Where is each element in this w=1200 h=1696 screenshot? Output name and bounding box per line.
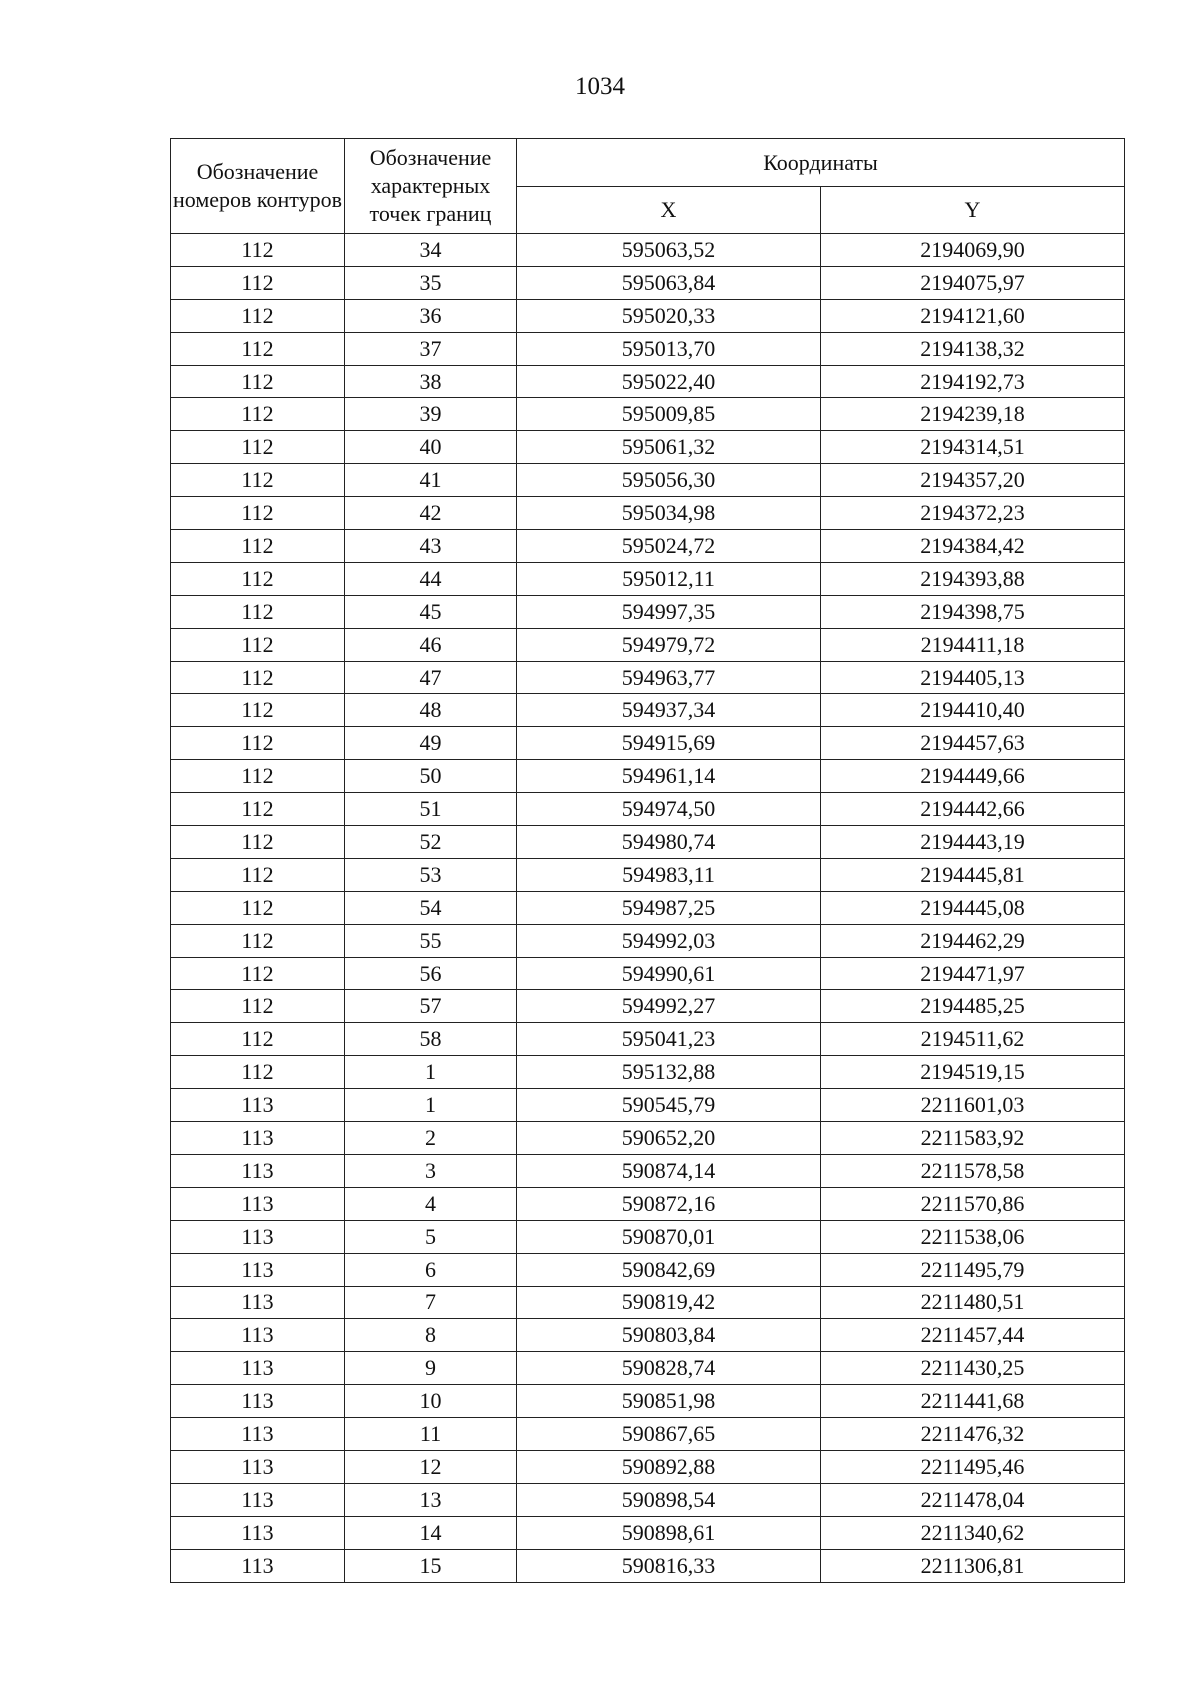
cell-y: 2211601,03 bbox=[821, 1089, 1125, 1122]
table-row bbox=[171, 957, 1125, 990]
table-row bbox=[171, 727, 1125, 760]
cell-x: 594979,72 bbox=[517, 628, 821, 661]
cell-x: 590874,14 bbox=[517, 1154, 821, 1187]
cell-y: 2211570,86 bbox=[821, 1187, 1125, 1220]
cell-x: 595022,40 bbox=[517, 365, 821, 398]
cell-x: 595061,32 bbox=[517, 431, 821, 464]
cell-point: 48 bbox=[345, 694, 517, 727]
table-row bbox=[171, 1418, 1125, 1451]
cell-point: 34 bbox=[345, 234, 517, 267]
cell-contour: 112 bbox=[171, 497, 345, 530]
table-row bbox=[171, 1220, 1125, 1253]
cell-y: 2194443,19 bbox=[821, 826, 1125, 859]
cell-x: 595034,98 bbox=[517, 497, 821, 530]
cell-y: 2211480,51 bbox=[821, 1286, 1125, 1319]
cell-contour: 112 bbox=[171, 826, 345, 859]
cell-x: 590898,54 bbox=[517, 1483, 821, 1516]
table-row bbox=[171, 891, 1125, 924]
table-row bbox=[171, 530, 1125, 563]
cell-contour: 112 bbox=[171, 398, 345, 431]
cell-x: 594937,34 bbox=[517, 694, 821, 727]
cell-contour: 113 bbox=[171, 1418, 345, 1451]
cell-point: 57 bbox=[345, 990, 517, 1023]
cell-y: 2194405,13 bbox=[821, 661, 1125, 694]
table-row bbox=[171, 1385, 1125, 1418]
cell-contour: 112 bbox=[171, 957, 345, 990]
table-body bbox=[171, 234, 1125, 1583]
cell-y: 2194411,18 bbox=[821, 628, 1125, 661]
cell-y: 2194393,88 bbox=[821, 562, 1125, 595]
cell-contour: 113 bbox=[171, 1319, 345, 1352]
cell-x: 595024,72 bbox=[517, 530, 821, 563]
cell-point: 9 bbox=[345, 1352, 517, 1385]
cell-x: 590851,98 bbox=[517, 1385, 821, 1418]
cell-contour: 112 bbox=[171, 858, 345, 891]
cell-y: 2211430,25 bbox=[821, 1352, 1125, 1385]
cell-y: 2194121,60 bbox=[821, 299, 1125, 332]
cell-y: 2194442,66 bbox=[821, 793, 1125, 826]
table-row bbox=[171, 1516, 1125, 1549]
header-boundary-points: Обозначение характерных точек границ bbox=[345, 139, 517, 234]
cell-x: 594987,25 bbox=[517, 891, 821, 924]
table-row bbox=[171, 1122, 1125, 1155]
cell-point: 5 bbox=[345, 1220, 517, 1253]
cell-x: 590545,79 bbox=[517, 1089, 821, 1122]
cell-contour: 112 bbox=[171, 530, 345, 563]
cell-x: 590828,74 bbox=[517, 1352, 821, 1385]
header-x: X bbox=[517, 187, 821, 234]
cell-x: 590892,88 bbox=[517, 1450, 821, 1483]
cell-x: 595132,88 bbox=[517, 1056, 821, 1089]
cell-contour: 113 bbox=[171, 1089, 345, 1122]
cell-y: 2194471,97 bbox=[821, 957, 1125, 990]
cell-y: 2194384,42 bbox=[821, 530, 1125, 563]
cell-contour: 112 bbox=[171, 727, 345, 760]
cell-y: 2194138,32 bbox=[821, 332, 1125, 365]
cell-x: 594915,69 bbox=[517, 727, 821, 760]
cell-y: 2194314,51 bbox=[821, 431, 1125, 464]
cell-x: 590803,84 bbox=[517, 1319, 821, 1352]
cell-x: 590819,42 bbox=[517, 1286, 821, 1319]
table-row bbox=[171, 661, 1125, 694]
cell-point: 42 bbox=[345, 497, 517, 530]
cell-y: 2211476,32 bbox=[821, 1418, 1125, 1451]
table-row bbox=[171, 1483, 1125, 1516]
cell-contour: 112 bbox=[171, 1056, 345, 1089]
cell-point: 47 bbox=[345, 661, 517, 694]
cell-x: 595041,23 bbox=[517, 1023, 821, 1056]
cell-point: 54 bbox=[345, 891, 517, 924]
table-header bbox=[171, 139, 1125, 234]
header-contour-numbers: Обозначение номеров контуров bbox=[171, 139, 345, 234]
cell-point: 10 bbox=[345, 1385, 517, 1418]
cell-x: 595063,84 bbox=[517, 266, 821, 299]
cell-y: 2194410,40 bbox=[821, 694, 1125, 727]
table-row bbox=[171, 266, 1125, 299]
cell-contour: 112 bbox=[171, 924, 345, 957]
cell-contour: 113 bbox=[171, 1154, 345, 1187]
table-row bbox=[171, 826, 1125, 859]
cell-point: 58 bbox=[345, 1023, 517, 1056]
cell-x: 595013,70 bbox=[517, 332, 821, 365]
cell-point: 3 bbox=[345, 1154, 517, 1187]
table-row bbox=[171, 234, 1125, 267]
cell-x: 594983,11 bbox=[517, 858, 821, 891]
cell-point: 36 bbox=[345, 299, 517, 332]
cell-x: 590842,69 bbox=[517, 1253, 821, 1286]
table-row bbox=[171, 694, 1125, 727]
cell-contour: 113 bbox=[171, 1352, 345, 1385]
table-row bbox=[171, 1352, 1125, 1385]
cell-point: 46 bbox=[345, 628, 517, 661]
cell-y: 2194357,20 bbox=[821, 464, 1125, 497]
cell-contour: 112 bbox=[171, 628, 345, 661]
page-number: 1034 bbox=[575, 73, 625, 100]
table-row bbox=[171, 1089, 1125, 1122]
cell-contour: 113 bbox=[171, 1286, 345, 1319]
cell-x: 594990,61 bbox=[517, 957, 821, 990]
cell-x: 594997,35 bbox=[517, 595, 821, 628]
cell-contour: 113 bbox=[171, 1122, 345, 1155]
cell-contour: 113 bbox=[171, 1220, 345, 1253]
cell-point: 39 bbox=[345, 398, 517, 431]
cell-point: 4 bbox=[345, 1187, 517, 1220]
cell-x: 595056,30 bbox=[517, 464, 821, 497]
cell-point: 44 bbox=[345, 562, 517, 595]
table-row bbox=[171, 1253, 1125, 1286]
cell-y: 2194462,29 bbox=[821, 924, 1125, 957]
cell-x: 594992,03 bbox=[517, 924, 821, 957]
table-row bbox=[171, 628, 1125, 661]
table-row bbox=[171, 1056, 1125, 1089]
cell-point: 51 bbox=[345, 793, 517, 826]
table-row bbox=[171, 464, 1125, 497]
cell-point: 38 bbox=[345, 365, 517, 398]
cell-x: 590872,16 bbox=[517, 1187, 821, 1220]
cell-x: 595063,52 bbox=[517, 234, 821, 267]
header-y: Y bbox=[821, 187, 1125, 234]
cell-point: 2 bbox=[345, 1122, 517, 1155]
cell-point: 45 bbox=[345, 595, 517, 628]
cell-contour: 113 bbox=[171, 1549, 345, 1582]
cell-contour: 113 bbox=[171, 1187, 345, 1220]
table-row bbox=[171, 1286, 1125, 1319]
cell-x: 594980,74 bbox=[517, 826, 821, 859]
cell-contour: 112 bbox=[171, 793, 345, 826]
cell-y: 2211457,44 bbox=[821, 1319, 1125, 1352]
coordinates-table bbox=[170, 138, 1125, 1583]
table-row bbox=[171, 497, 1125, 530]
cell-x: 590652,20 bbox=[517, 1122, 821, 1155]
table-row bbox=[171, 431, 1125, 464]
table-row bbox=[171, 332, 1125, 365]
cell-x: 590816,33 bbox=[517, 1549, 821, 1582]
cell-point: 50 bbox=[345, 760, 517, 793]
cell-y: 2211538,06 bbox=[821, 1220, 1125, 1253]
cell-x: 590898,61 bbox=[517, 1516, 821, 1549]
cell-y: 2211441,68 bbox=[821, 1385, 1125, 1418]
cell-point: 41 bbox=[345, 464, 517, 497]
table-row bbox=[171, 924, 1125, 957]
cell-contour: 112 bbox=[171, 365, 345, 398]
cell-point: 52 bbox=[345, 826, 517, 859]
cell-point: 14 bbox=[345, 1516, 517, 1549]
cell-x: 595009,85 bbox=[517, 398, 821, 431]
cell-point: 6 bbox=[345, 1253, 517, 1286]
cell-contour: 113 bbox=[171, 1516, 345, 1549]
cell-y: 2211583,92 bbox=[821, 1122, 1125, 1155]
cell-contour: 112 bbox=[171, 464, 345, 497]
cell-y: 2194485,25 bbox=[821, 990, 1125, 1023]
cell-y: 2194457,63 bbox=[821, 727, 1125, 760]
cell-y: 2211306,81 bbox=[821, 1549, 1125, 1582]
cell-contour: 113 bbox=[171, 1385, 345, 1418]
cell-point: 53 bbox=[345, 858, 517, 891]
cell-point: 56 bbox=[345, 957, 517, 990]
table-row bbox=[171, 793, 1125, 826]
cell-contour: 112 bbox=[171, 891, 345, 924]
cell-point: 12 bbox=[345, 1450, 517, 1483]
cell-contour: 112 bbox=[171, 431, 345, 464]
table-row bbox=[171, 365, 1125, 398]
cell-x: 594992,27 bbox=[517, 990, 821, 1023]
cell-point: 11 bbox=[345, 1418, 517, 1451]
cell-x: 594961,14 bbox=[517, 760, 821, 793]
cell-point: 55 bbox=[345, 924, 517, 957]
cell-x: 595012,11 bbox=[517, 562, 821, 595]
table-row bbox=[171, 1549, 1125, 1582]
cell-contour: 112 bbox=[171, 694, 345, 727]
cell-contour: 112 bbox=[171, 299, 345, 332]
cell-contour: 112 bbox=[171, 1023, 345, 1056]
cell-point: 7 bbox=[345, 1286, 517, 1319]
cell-contour: 113 bbox=[171, 1483, 345, 1516]
table-row bbox=[171, 299, 1125, 332]
table-row bbox=[171, 1450, 1125, 1483]
cell-y: 2211578,58 bbox=[821, 1154, 1125, 1187]
cell-point: 1 bbox=[345, 1089, 517, 1122]
table-row bbox=[171, 1154, 1125, 1187]
table-row bbox=[171, 1187, 1125, 1220]
cell-contour: 112 bbox=[171, 760, 345, 793]
cell-point: 1 bbox=[345, 1056, 517, 1089]
header-coordinates: Координаты bbox=[517, 139, 1125, 187]
cell-x: 590867,65 bbox=[517, 1418, 821, 1451]
cell-contour: 113 bbox=[171, 1253, 345, 1286]
cell-contour: 112 bbox=[171, 562, 345, 595]
table-row bbox=[171, 760, 1125, 793]
cell-contour: 112 bbox=[171, 990, 345, 1023]
cell-y: 2194519,15 bbox=[821, 1056, 1125, 1089]
cell-y: 2194372,23 bbox=[821, 497, 1125, 530]
cell-point: 8 bbox=[345, 1319, 517, 1352]
cell-y: 2194445,81 bbox=[821, 858, 1125, 891]
cell-y: 2194075,97 bbox=[821, 266, 1125, 299]
cell-y: 2211340,62 bbox=[821, 1516, 1125, 1549]
cell-y: 2211495,79 bbox=[821, 1253, 1125, 1286]
cell-contour: 113 bbox=[171, 1450, 345, 1483]
cell-y: 2194192,73 bbox=[821, 365, 1125, 398]
cell-contour: 112 bbox=[171, 266, 345, 299]
cell-point: 40 bbox=[345, 431, 517, 464]
table-row bbox=[171, 562, 1125, 595]
cell-y: 2211495,46 bbox=[821, 1450, 1125, 1483]
cell-y: 2194398,75 bbox=[821, 595, 1125, 628]
table-row bbox=[171, 1319, 1125, 1352]
cell-x: 594974,50 bbox=[517, 793, 821, 826]
cell-point: 43 bbox=[345, 530, 517, 563]
cell-contour: 112 bbox=[171, 332, 345, 365]
cell-point: 15 bbox=[345, 1549, 517, 1582]
cell-point: 35 bbox=[345, 266, 517, 299]
cell-y: 2194069,90 bbox=[821, 234, 1125, 267]
table-row bbox=[171, 858, 1125, 891]
cell-contour: 112 bbox=[171, 661, 345, 694]
cell-y: 2194449,66 bbox=[821, 760, 1125, 793]
table-row bbox=[171, 990, 1125, 1023]
cell-x: 590870,01 bbox=[517, 1220, 821, 1253]
cell-point: 49 bbox=[345, 727, 517, 760]
cell-contour: 112 bbox=[171, 234, 345, 267]
cell-point: 13 bbox=[345, 1483, 517, 1516]
cell-y: 2194239,18 bbox=[821, 398, 1125, 431]
table-row bbox=[171, 1023, 1125, 1056]
table-row bbox=[171, 595, 1125, 628]
cell-y: 2194445,08 bbox=[821, 891, 1125, 924]
cell-contour: 112 bbox=[171, 595, 345, 628]
cell-x: 594963,77 bbox=[517, 661, 821, 694]
cell-y: 2194511,62 bbox=[821, 1023, 1125, 1056]
table-row bbox=[171, 398, 1125, 431]
cell-y: 2211478,04 bbox=[821, 1483, 1125, 1516]
cell-point: 37 bbox=[345, 332, 517, 365]
cell-x: 595020,33 bbox=[517, 299, 821, 332]
